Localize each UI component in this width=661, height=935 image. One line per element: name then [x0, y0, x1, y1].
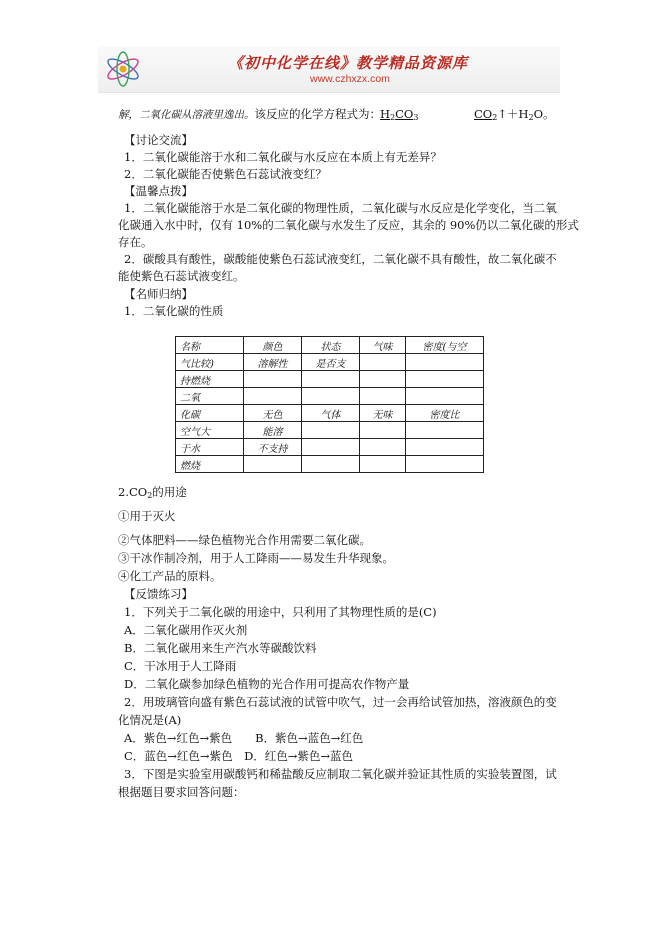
practice-question-1: 1．下列关于二氧化碳的用途中，只利用了其物理性质的是(C)	[124, 605, 437, 619]
table-cell	[406, 371, 484, 388]
table-cell	[302, 439, 360, 456]
atom-logo-icon	[102, 48, 144, 90]
table-cell: 名称	[176, 337, 244, 354]
table-cell	[360, 456, 406, 473]
table-cell: 无色	[244, 405, 302, 422]
practice-q1-option-b: B．二氧化碳用来生产汽水等碳酸饮料	[124, 641, 317, 655]
table-cell	[406, 388, 484, 405]
table-cell: 于水	[176, 439, 244, 456]
summary-heading: 【名师归纳】	[124, 287, 193, 301]
table-cell	[360, 354, 406, 371]
table-cell: 无味	[360, 405, 406, 422]
discussion-question-1: 1．二氧化碳能溶于水和二氧化碳与水反应在本质上有无差异？	[124, 150, 442, 164]
hints-heading: 【温馨点拨】	[124, 184, 193, 198]
co2-properties-table	[175, 336, 484, 473]
intro-line	[118, 106, 381, 123]
table-cell	[406, 422, 484, 439]
hint-2-line-2: 能使紫色石蕊试液变红。	[118, 269, 245, 283]
hint-1-line-3: 存在。	[118, 235, 153, 249]
table-cell: 能溶	[244, 422, 302, 439]
table-cell	[406, 456, 484, 473]
hint-1-line-2: 化碳通入水中时，仅有 10%的二氧化碳与水发生了反应，其余的 90%仍以二氧化碳的形式	[118, 218, 579, 232]
table-cell	[360, 422, 406, 439]
table-row	[176, 456, 484, 473]
equation-reactant: $H_2CO_3$	[380, 107, 419, 122]
practice-heading: 【反馈练习】	[124, 587, 193, 601]
intro-handwritten: 解，二氧化碳从溶液里逸出。	[118, 109, 255, 121]
table-cell	[302, 388, 360, 405]
practice-q1-option-d: D．二氧化碳参加绿色植物的光合作用可提高农作物产量	[124, 677, 410, 691]
use-1: ①用于灭火	[118, 509, 176, 523]
table-cell: 是否支	[302, 354, 360, 371]
practice-question-2-line-1: 2．用玻璃管向盛有紫色石蕊试液的试管中吹气，过一会再给试管加热，溶液颜色的变	[124, 695, 557, 709]
use-4: ④化工产品的原料。	[118, 569, 222, 583]
table-cell: 不支持	[244, 439, 302, 456]
table-cell	[244, 371, 302, 388]
hint-1-line-1: 1．二氧化碳能溶于水是二氧化碳的物理性质，二氧化碳与水反应是化学变化，当二氧	[124, 201, 557, 215]
table-cell	[302, 456, 360, 473]
table-cell: 空气大	[176, 422, 244, 439]
intro-text: 该反应的化学方程式为：	[254, 107, 381, 121]
table-cell	[406, 439, 484, 456]
table-row	[176, 371, 484, 388]
banner-url[interactable]: www.czhxzx.com	[310, 73, 390, 85]
practice-q2-options-cd: C．蓝色→红色→紫色 D．红色→紫色→蓝色	[124, 749, 354, 763]
use-2: ②气体肥料——绿色植物光合作用需要二氧化碳。	[118, 533, 371, 547]
table-cell: 溶解性	[244, 354, 302, 371]
discussion-heading: 【讨论交流】	[124, 133, 193, 147]
practice-question-3-line-2: 根据题目要求回答问题：	[118, 785, 245, 799]
practice-q1-option-a: A．二氧化碳用作灭火剂	[124, 623, 248, 637]
table-row	[176, 405, 484, 422]
hint-2-line-1: 2．碳酸具有酸性，碳酸能使紫色石蕊试液变红，二氧化碳不具有酸性，故二氧化碳不	[124, 252, 557, 266]
table-cell	[360, 371, 406, 388]
table-cell	[406, 354, 484, 371]
table-cell: 状态	[302, 337, 360, 354]
banner-title: 《初中化学在线》教学精品资源库	[228, 54, 469, 72]
table-row	[176, 439, 484, 456]
table-cell: 二氧	[176, 388, 244, 405]
summary-item-1: 1．二氧化碳的性质	[124, 304, 224, 318]
table-cell	[244, 456, 302, 473]
table-cell: 气体	[302, 405, 360, 422]
table-cell: 气比较)	[176, 354, 244, 371]
table-cell	[302, 371, 360, 388]
practice-q2-options-ab: A．紫色→红色→紫色 B．紫色→蓝色→红色	[124, 731, 364, 745]
table-cell: 燃烧	[176, 456, 244, 473]
table-cell: 化碳	[176, 405, 244, 422]
table-row	[176, 388, 484, 405]
practice-question-2-line-2: 化情况是(A)	[118, 713, 182, 727]
practice-q1-option-c: C．干冰用于人工降雨	[124, 659, 237, 673]
table-row	[176, 422, 484, 439]
table-cell: 颜色	[244, 337, 302, 354]
table-cell	[360, 439, 406, 456]
discussion-question-2: 2．二氧化碳能否使紫色石蕊试液变红？	[124, 167, 327, 181]
table-cell	[360, 388, 406, 405]
practice-question-3-line-1: 3．下图是实验室用碳酸钙和稀盐酸反应制取二氧化碳并验证其性质的实验装置图，试	[124, 767, 557, 781]
table-cell: 气味	[360, 337, 406, 354]
table-cell	[244, 388, 302, 405]
equation-product: $CO_2↑+H_2O$。	[474, 107, 555, 122]
table-row	[176, 354, 484, 371]
header-banner	[98, 46, 560, 93]
table-cell: 密度比	[406, 405, 484, 422]
table-row	[176, 337, 484, 354]
table-cell: 密度(与空	[406, 337, 484, 354]
table-cell: 持燃烧	[176, 371, 244, 388]
uses-heading: $2.CO_2$的用途	[118, 485, 187, 500]
table-cell	[302, 422, 360, 439]
use-3: ③干冰作制冷剂，用于人工降雨——易发生升华现象。	[118, 551, 394, 565]
